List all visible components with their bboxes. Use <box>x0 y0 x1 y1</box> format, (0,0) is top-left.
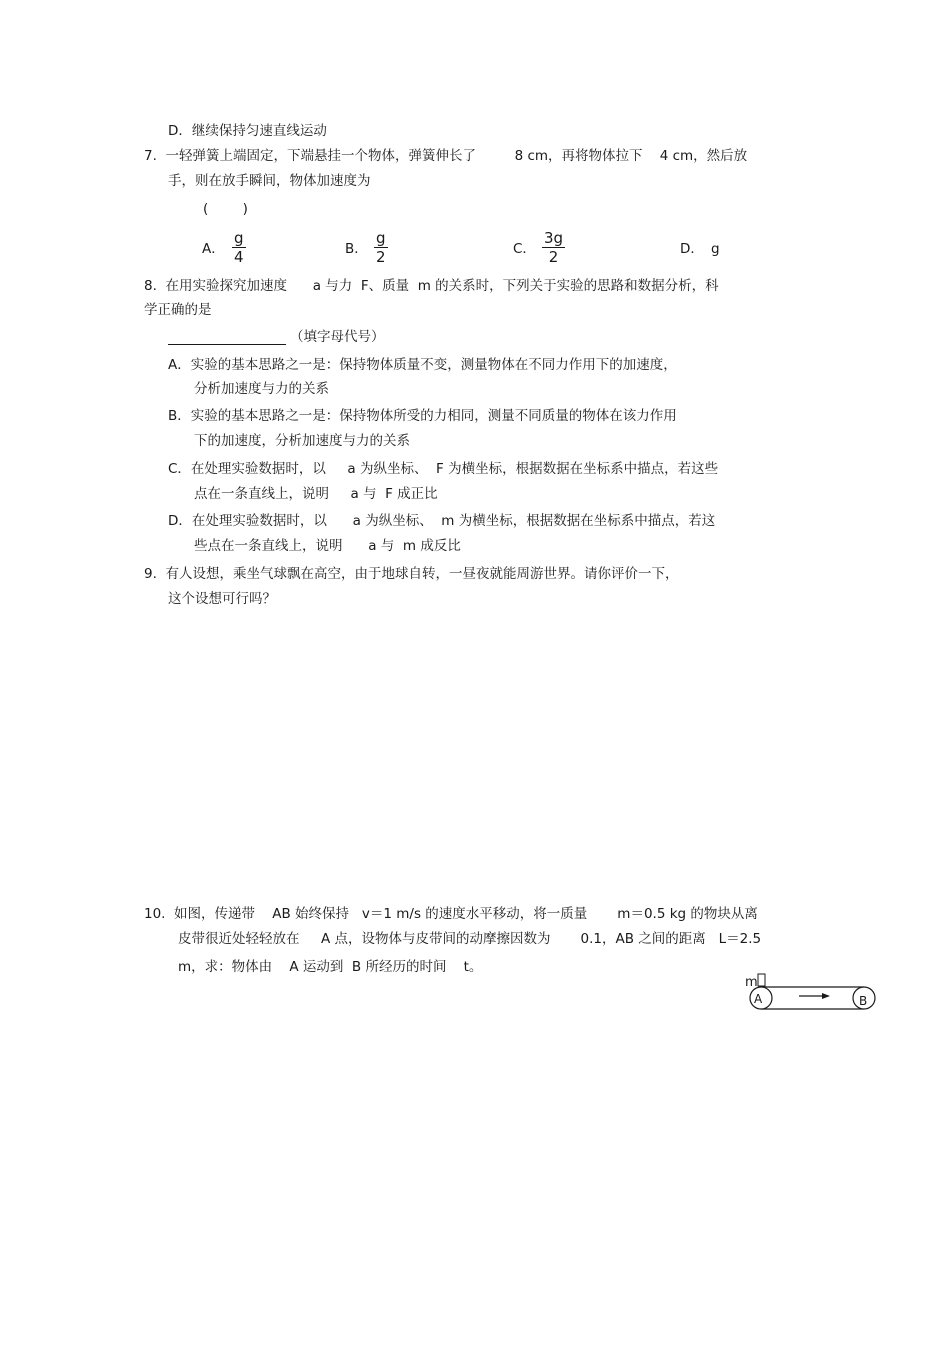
q8-option-d-line-1: D．在处理实验数据时，以 a 为纵坐标、 m 为横坐标，根据数据在坐标系中描点，若这 <box>168 513 716 529</box>
label-a: A <box>754 992 763 1006</box>
q8-option-d-line-2: 些点在一条直线上，说明 a 与 m 成反比 <box>194 538 461 554</box>
q7-option-c-label: C． <box>513 241 536 257</box>
q7-option-c-fraction <box>542 229 565 266</box>
q7-option-a-fraction <box>232 229 246 266</box>
q8-answer-blank <box>168 343 286 345</box>
q7-line-2: 手，则在放手瞬间，物体加速度为 <box>168 173 371 189</box>
q7-line-1: 7. 一轻弹簧上端固定，下端悬挂一个物体，弹簧伸长了 8 cm，再将物体拉下 4 cm，然后放 <box>144 148 748 164</box>
q8-option-a-line-2: 分析加速度与力的关系 <box>194 381 329 397</box>
q7-option-a-numerator: g <box>234 229 244 247</box>
q10-line-2: 皮带很近处轻轻放在 A 点，设物体与皮带间的动摩擦因数为 0.1，AB 之间的距离 L＝2.5 <box>178 931 762 947</box>
q9-line-2: 这个设想可行吗？ <box>168 591 276 607</box>
conveyor-belt-figure <box>742 970 882 1014</box>
velocity-arrow <box>799 993 830 999</box>
q8-option-b-line-2: 下的加速度，分析加速度与力的关系 <box>194 433 410 449</box>
q7-option-b-label: B． <box>345 241 368 257</box>
q7-option-d-value: g <box>711 241 720 257</box>
block <box>758 974 765 986</box>
q8-option-c-line-2: 点在一条直线上，说明 a 与 F 成正比 <box>194 486 438 502</box>
q7-option-c-denominator: 2 <box>548 248 559 266</box>
belt-outline <box>761 987 864 1009</box>
q7-option-d-label: D． <box>680 241 704 257</box>
q9-line-1: 9. 有人设想，乘坐气球飘在高空，由于地球自转，一昼夜就能周游世界。请你评价一下， <box>144 566 679 582</box>
q10-line-1: 10. 如图，传递带 AB 始终保持 v＝1 m/s 的速度水平移动，将一质量 m＝0.5 kg 的物块从离 <box>144 906 758 922</box>
q8-line-1: 8. 在用实验探究加速度 a 与力 F、质量 m 的关系时，下列关于实验的思路和数据分析，科 <box>144 278 719 294</box>
label-b: B <box>859 994 868 1008</box>
q8-blank-hint: （填字母代号） <box>290 329 385 345</box>
q7-answer-paren: ( ) <box>203 201 248 217</box>
q8-option-a-line-1: A．实验的基本思路之一是：保持物体质量不变，测量物体在不同力作用下的加速度， <box>168 357 677 373</box>
mass-label: m <box>745 975 758 990</box>
q10-line-3: m，求：物体由 A 运动到 B 所经历的时间 t。 <box>178 959 483 975</box>
q6-option-d: D．继续保持匀速直线运动 <box>168 123 327 139</box>
q7-option-b-denominator: 2 <box>375 248 386 266</box>
q7-option-b-fraction <box>374 229 388 266</box>
q7-option-b-numerator: g <box>376 229 386 247</box>
q8-line-2: 学正确的是 <box>144 302 212 318</box>
q8-option-b-line-1: B．实验的基本思路之一是：保持物体所受的力相同，测量不同质量的物体在该力作用 <box>168 408 677 424</box>
q7-option-c-numerator: 3g <box>544 229 564 247</box>
q7-option-a-label: A． <box>202 241 225 257</box>
q8-option-c-line-1: C．在处理实验数据时，以 a 为纵坐标、 F 为横坐标，根据数据在坐标系中描点，若这些 <box>168 461 719 477</box>
q7-option-a-denominator: 4 <box>233 248 244 266</box>
